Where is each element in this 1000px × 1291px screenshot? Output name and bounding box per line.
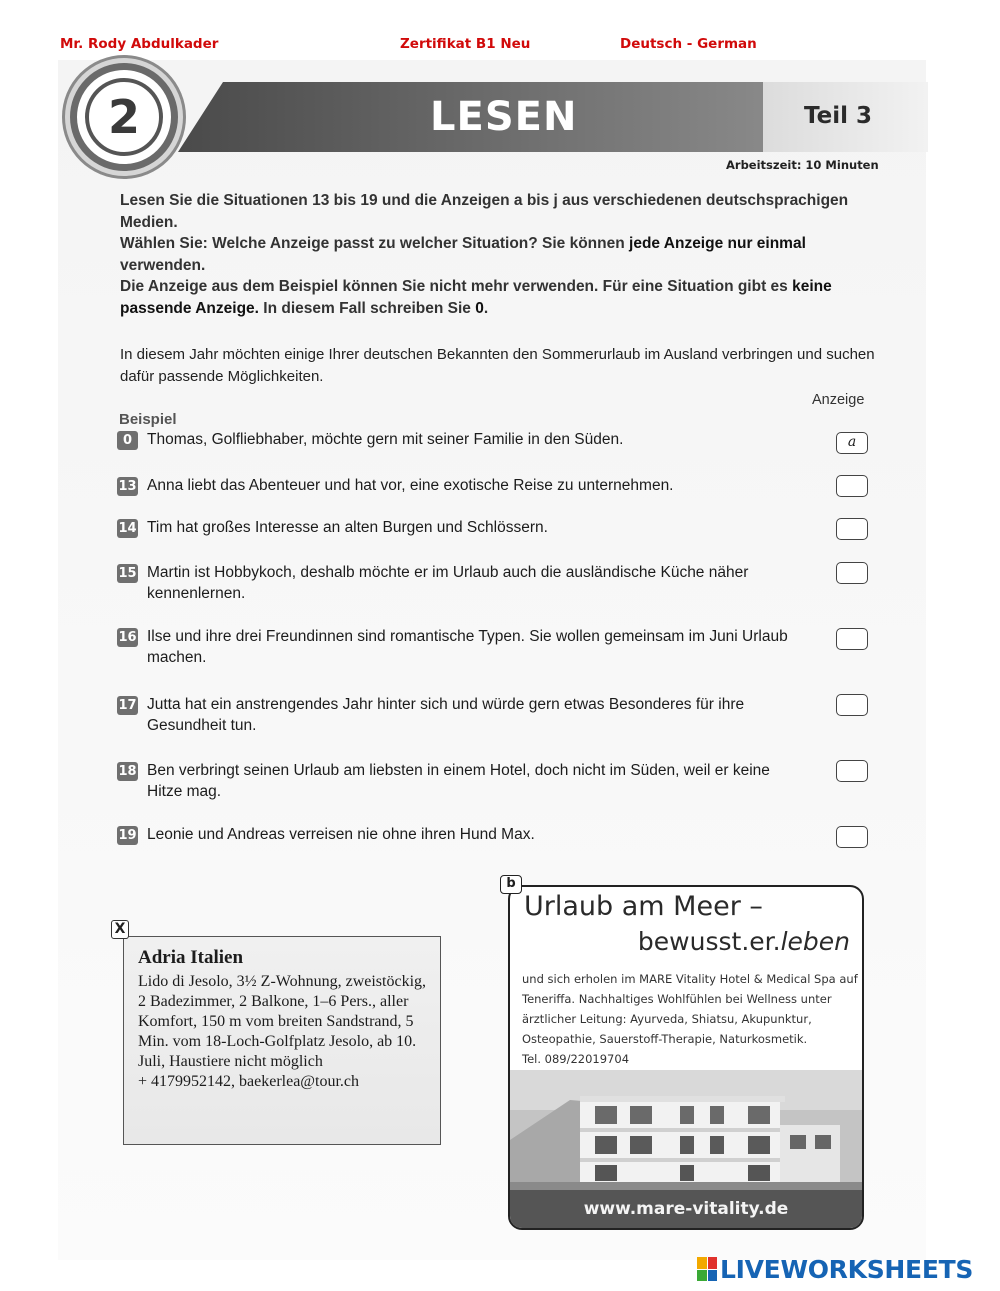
instruction-emphasis: 0 <box>475 299 484 317</box>
answer-box-13[interactable] <box>836 475 868 497</box>
instruction-line-3 <box>120 276 872 319</box>
section-title: LESEN <box>430 94 578 140</box>
situation-text: Leonie und Andreas verreisen nie ohne ihren Hund Max. <box>147 826 535 843</box>
situation-text: Anna liebt das Abenteuer und hat vor, eine exotische Reise zu unternehmen. <box>147 477 674 494</box>
answer-box-15[interactable] <box>836 562 868 584</box>
situation-number: 18 <box>118 764 137 779</box>
instruction-text: Wählen Sie: Welche Anzeige passt zu welcher Situation? Sie können <box>120 235 625 252</box>
instructions <box>120 190 872 319</box>
situation-number: 19 <box>118 828 137 843</box>
hotel-building-image <box>510 1070 864 1195</box>
ad-a-body: Lido di Jesolo, 3½ Z-Wohnung, zweistöckig, 2 Badezimmer, 2 Balkone, 1–6 Pers., aller Komfort, 150 m vom breiten Sandstrand, 5 Min. vom 18-Loch-Golfplatz Jesolo, ab 10. Juli, Haustiere nicht möglich <box>138 973 427 1070</box>
liveworksheets-brand: LIVEWORKSHEETS <box>720 1254 974 1284</box>
page-header <box>60 36 940 56</box>
ad-a-contact: + 4179952142, baekerlea@tour.ch <box>138 1073 360 1090</box>
answer-box-19[interactable] <box>836 826 868 848</box>
part-label: Teil 3 <box>804 103 873 129</box>
situation-text: Tim hat großes Interesse an alten Burgen und Schlössern. <box>147 519 548 536</box>
answer-box-16[interactable] <box>836 628 868 650</box>
ad-mare-vitality <box>508 885 864 1230</box>
intro-text: In diesem Jahr möchten einige Ihrer deutschen Bekannten den Sommerurlaub im Ausland verbringen und suchen dafür passende Möglichkeiten. <box>120 346 875 385</box>
ad-b-slogan <box>638 927 850 956</box>
liveworksheets-icon <box>697 1257 717 1281</box>
answer-box-18[interactable] <box>836 760 868 782</box>
situation-number: 0 <box>117 431 138 450</box>
answer-box-17[interactable] <box>836 694 868 716</box>
certificate-name: Zertifikat B1 Neu <box>400 36 531 52</box>
example-label: Beispiel <box>119 411 177 428</box>
instruction-line-1: Lesen Sie die Situationen 13 bis 19 und die Anzeigen a bis j aus verschiedenen deutschsprachigen Medien. <box>120 192 849 231</box>
instruction-text: . <box>483 299 489 317</box>
instruction-text: Die Anzeige aus dem Beispiel können Sie nicht mehr verwenden. Für eine Situation gibt es <box>120 278 788 295</box>
answer-column-header: Anzeige <box>812 392 865 408</box>
ad-b-url: www.mare-vitality.de <box>510 1190 862 1228</box>
ad-b-headline: Urlaub am Meer – <box>524 891 763 922</box>
instruction-text: verwenden. <box>120 256 206 274</box>
ad-b-slogan-italic: leben <box>780 927 850 956</box>
instruction-text: In diesem Fall schreiben Sie <box>263 299 471 317</box>
work-time: Arbeitszeit: 10 Minuten <box>726 158 879 172</box>
ad-adria-italien <box>123 936 441 1145</box>
language-label: Deutsch - German <box>620 36 757 52</box>
instruction-emphasis: jede Anzeige nur einmal <box>629 235 806 252</box>
ad-a-title: Adria Italien <box>138 947 244 968</box>
ad-a-tag: X <box>111 920 129 939</box>
situation-number: 16 <box>118 630 137 645</box>
answer-box-example: a <box>836 432 868 454</box>
ad-b-description: und sich erholen im MARE Vitality Hotel & Medical Spa auf Teneriffa. Nachhaltiges Wohlfühlen bei Wellness unter ärztlicher Leitung: Ayurveda, Shiatsu, Akupunktur, Osteopathie, Sauerstoff-Therapie, Naturkosmetik. <box>522 972 858 1046</box>
instruction-emphasis: keine passende Anzeige. <box>120 278 832 317</box>
worksheet-page <box>58 60 926 1260</box>
section-number-badge <box>70 63 178 171</box>
ad-b-slogan-text: bewusst.er. <box>637 927 781 956</box>
instruction-line-2 <box>120 233 872 276</box>
situation-text: Thomas, Golfliebhaber, möchte gern mit seiner Familie in den Süden. <box>147 431 624 448</box>
hotel-photo <box>510 1070 862 1195</box>
liveworksheets-logo <box>697 1254 973 1284</box>
ad-b-body <box>522 969 858 1069</box>
situation-number: 17 <box>118 698 137 713</box>
situation-text: Martin ist Hobbykoch, deshalb möchte er im Urlaub auch die ausländische Küche näher kennenlernen. <box>147 564 749 602</box>
section-number: 2 <box>85 78 163 156</box>
answer-box-14[interactable] <box>836 518 868 540</box>
situation-text: Ben verbringt seinen Urlaub am liebsten in einem Hotel, doch nicht im Süden, weil er keine Hitze mag. <box>147 762 770 800</box>
situation-number: 14 <box>118 521 137 536</box>
situation-text: Ilse und ihre drei Freundinnen sind romantische Typen. Sie wollen gemeinsam im Juni Urlaub machen. <box>147 628 788 666</box>
teacher-name: Mr. Rody Abdulkader <box>60 36 219 52</box>
situation-number: 13 <box>118 479 137 494</box>
ad-b-phone: Tel. 089/22019704 <box>522 1052 630 1066</box>
situation-number: 15 <box>118 566 137 581</box>
situation-text: Jutta hat ein anstrengendes Jahr hinter sich und würde gern etwas Besonderes für ihre Gesundheit tun. <box>147 696 745 734</box>
ad-b-tag: b <box>500 875 522 894</box>
